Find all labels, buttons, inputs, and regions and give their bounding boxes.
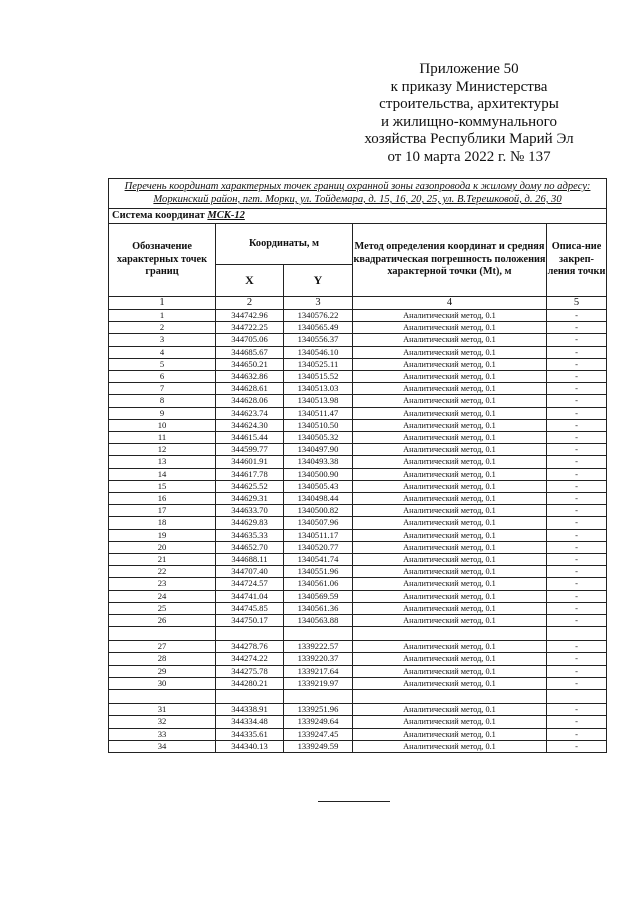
table-row — [109, 395, 607, 407]
cell-x: 344750.17 — [216, 615, 284, 627]
header-coordinates: Координаты, м — [216, 224, 353, 265]
cell-x: 344280.21 — [216, 677, 284, 689]
cell-x: 344629.31 — [216, 493, 284, 505]
cell-x: 344623.74 — [216, 407, 284, 419]
empty-cell — [353, 690, 547, 704]
cell-x: 344741.04 — [216, 590, 284, 602]
cell-x: 344275.78 — [216, 665, 284, 677]
empty-cell — [109, 627, 216, 641]
cell-description: - — [547, 346, 607, 358]
cell-point: 24 — [109, 590, 216, 602]
column-number: 3 — [284, 297, 353, 310]
cell-description: - — [547, 444, 607, 456]
cell-x: 344722.25 — [216, 322, 284, 334]
table-row — [109, 740, 607, 752]
table-row — [109, 383, 607, 395]
table-row — [109, 517, 607, 529]
empty-cell — [109, 690, 216, 704]
cell-y: 1340507.96 — [284, 517, 353, 529]
cell-y: 1340576.22 — [284, 310, 353, 322]
cell-method: Аналитический метод, 0.1 — [353, 641, 547, 653]
cell-method: Аналитический метод, 0.1 — [353, 615, 547, 627]
empty-cell — [547, 627, 607, 641]
cell-method: Аналитический метод, 0.1 — [353, 653, 547, 665]
cell-point: 21 — [109, 554, 216, 566]
cell-method: Аналитический метод, 0.1 — [353, 541, 547, 553]
cell-x: 344338.91 — [216, 704, 284, 716]
cell-point: 2 — [109, 322, 216, 334]
cell-y: 1340510.50 — [284, 419, 353, 431]
cell-point: 17 — [109, 505, 216, 517]
cell-description: - — [547, 665, 607, 677]
cell-x: 344601.91 — [216, 456, 284, 468]
cell-point: 18 — [109, 517, 216, 529]
group-separator — [109, 627, 607, 641]
cell-y: 1339220.37 — [284, 653, 353, 665]
cell-description: - — [547, 517, 607, 529]
cell-y: 1340525.11 — [284, 358, 353, 370]
table-row — [109, 407, 607, 419]
cell-description: - — [547, 468, 607, 480]
table-row — [109, 677, 607, 689]
cell-y: 1340500.82 — [284, 505, 353, 517]
table-row — [109, 334, 607, 346]
cell-description: - — [547, 578, 607, 590]
cell-point: 22 — [109, 566, 216, 578]
cell-y: 1340565.49 — [284, 322, 353, 334]
cell-method: Аналитический метод, 0.1 — [353, 419, 547, 431]
cell-x: 344742.96 — [216, 310, 284, 322]
header-line: к приказу Министерства — [390, 78, 548, 95]
cell-method: Аналитический метод, 0.1 — [353, 468, 547, 480]
cell-method: Аналитический метод, 0.1 — [353, 493, 547, 505]
footer-rule — [318, 801, 390, 802]
cell-description: - — [547, 677, 607, 689]
table-row — [109, 716, 607, 728]
cell-method: Аналитический метод, 0.1 — [353, 383, 547, 395]
cell-point: 9 — [109, 407, 216, 419]
cell-y: 1339222.57 — [284, 641, 353, 653]
cell-method: Аналитический метод, 0.1 — [353, 346, 547, 358]
table-row — [109, 529, 607, 541]
system-label: Система координат — [112, 210, 205, 222]
cell-point: 13 — [109, 456, 216, 468]
cell-y: 1340493.38 — [284, 456, 353, 468]
cell-description: - — [547, 383, 607, 395]
cell-x: 344629.83 — [216, 517, 284, 529]
column-number: 5 — [547, 297, 607, 310]
cell-y: 1340513.03 — [284, 383, 353, 395]
cell-x: 344633.70 — [216, 505, 284, 517]
cell-point: 5 — [109, 358, 216, 370]
cell-description: - — [547, 432, 607, 444]
table-row — [109, 554, 607, 566]
cell-method: Аналитический метод, 0.1 — [353, 677, 547, 689]
cell-point: 11 — [109, 432, 216, 444]
cell-x: 344335.61 — [216, 728, 284, 740]
cell-description: - — [547, 704, 607, 716]
cell-y: 1340563.88 — [284, 615, 353, 627]
header-y: Y — [284, 264, 353, 296]
cell-y: 1340561.06 — [284, 578, 353, 590]
cell-point: 6 — [109, 371, 216, 383]
cell-y: 1340497.90 — [284, 444, 353, 456]
table-row — [109, 419, 607, 431]
cell-point: 20 — [109, 541, 216, 553]
table-row — [109, 665, 607, 677]
cell-method: Аналитический метод, 0.1 — [353, 590, 547, 602]
cell-x: 344624.30 — [216, 419, 284, 431]
cell-description: - — [547, 728, 607, 740]
cell-point: 34 — [109, 740, 216, 752]
cell-x: 344688.11 — [216, 554, 284, 566]
table-row — [109, 456, 607, 468]
cell-method: Аналитический метод, 0.1 — [353, 602, 547, 614]
cell-method: Аналитический метод, 0.1 — [353, 322, 547, 334]
cell-point: 32 — [109, 716, 216, 728]
cell-point: 26 — [109, 615, 216, 627]
cell-method: Аналитический метод, 0.1 — [353, 578, 547, 590]
header-point: Обозначение характерных точек границ — [109, 224, 216, 297]
cell-method: Аналитический метод, 0.1 — [353, 566, 547, 578]
cell-description: - — [547, 407, 607, 419]
cell-description: - — [547, 541, 607, 553]
cell-point: 27 — [109, 641, 216, 653]
cell-description: - — [547, 602, 607, 614]
table-row — [109, 432, 607, 444]
cell-point: 8 — [109, 395, 216, 407]
cell-point: 7 — [109, 383, 216, 395]
cell-description: - — [547, 419, 607, 431]
cell-description: - — [547, 529, 607, 541]
cell-y: 1340551.96 — [284, 566, 353, 578]
cell-x: 344278.76 — [216, 641, 284, 653]
empty-cell — [547, 690, 607, 704]
cell-y: 1339249.59 — [284, 740, 353, 752]
cell-x: 344628.61 — [216, 383, 284, 395]
coordinates-table — [108, 178, 607, 753]
cell-point: 3 — [109, 334, 216, 346]
cell-y: 1339247.45 — [284, 728, 353, 740]
cell-x: 344705.06 — [216, 334, 284, 346]
column-number: 2 — [216, 297, 284, 310]
table-row — [109, 578, 607, 590]
cell-description: - — [547, 590, 607, 602]
cell-description: - — [547, 566, 607, 578]
cell-y: 1340569.59 — [284, 590, 353, 602]
cell-y: 1340505.43 — [284, 480, 353, 492]
cell-description: - — [547, 716, 607, 728]
table-row — [109, 322, 607, 334]
cell-x: 344628.06 — [216, 395, 284, 407]
table-row — [109, 358, 607, 370]
cell-point: 4 — [109, 346, 216, 358]
cell-point: 19 — [109, 529, 216, 541]
empty-cell — [216, 627, 284, 641]
cell-point: 23 — [109, 578, 216, 590]
cell-method: Аналитический метод, 0.1 — [353, 358, 547, 370]
cell-y: 1340546.10 — [284, 346, 353, 358]
cell-description: - — [547, 358, 607, 370]
cell-point: 14 — [109, 468, 216, 480]
cell-method: Аналитический метод, 0.1 — [353, 740, 547, 752]
cell-method: Аналитический метод, 0.1 — [353, 704, 547, 716]
cell-description: - — [547, 322, 607, 334]
table-row — [109, 310, 607, 322]
system-name: МСК-12 — [207, 210, 245, 222]
cell-point: 16 — [109, 493, 216, 505]
cell-method: Аналитический метод, 0.1 — [353, 407, 547, 419]
cell-x: 344652.70 — [216, 541, 284, 553]
cell-x: 344707.40 — [216, 566, 284, 578]
cell-method: Аналитический метод, 0.1 — [353, 334, 547, 346]
cell-point: 1 — [109, 310, 216, 322]
header-line: хозяйства Республики Марий Эл — [364, 131, 574, 147]
cell-description: - — [547, 371, 607, 383]
cell-method: Аналитический метод, 0.1 — [353, 728, 547, 740]
cell-description: - — [547, 615, 607, 627]
cell-y: 1339251.96 — [284, 704, 353, 716]
empty-cell — [284, 690, 353, 704]
cell-point: 28 — [109, 653, 216, 665]
cell-method: Аналитический метод, 0.1 — [353, 665, 547, 677]
cell-x: 344635.33 — [216, 529, 284, 541]
cell-x: 344685.67 — [216, 346, 284, 358]
table-row — [109, 704, 607, 716]
cell-y: 1339249.64 — [284, 716, 353, 728]
header-line: строительства, архитектуры — [379, 96, 559, 112]
cell-y: 1340520.77 — [284, 541, 353, 553]
cell-description: - — [547, 493, 607, 505]
cell-y: 1340513.98 — [284, 395, 353, 407]
table-row — [109, 480, 607, 492]
cell-y: 1340511.17 — [284, 529, 353, 541]
cell-y: 1340500.90 — [284, 468, 353, 480]
cell-x: 344724.57 — [216, 578, 284, 590]
cell-point: 31 — [109, 704, 216, 716]
cell-y: 1340498.44 — [284, 493, 353, 505]
cell-x: 344745.85 — [216, 602, 284, 614]
cell-description: - — [547, 740, 607, 752]
cell-point: 25 — [109, 602, 216, 614]
cell-method: Аналитический метод, 0.1 — [353, 716, 547, 728]
cell-method: Аналитический метод, 0.1 — [353, 554, 547, 566]
header-x: X — [216, 264, 284, 296]
cell-y: 1340505.32 — [284, 432, 353, 444]
table-row — [109, 346, 607, 358]
cell-y: 1340511.47 — [284, 407, 353, 419]
cell-y: 1340541.74 — [284, 554, 353, 566]
cell-description: - — [547, 505, 607, 517]
cell-y: 1340561.36 — [284, 602, 353, 614]
cell-method: Аналитический метод, 0.1 — [353, 395, 547, 407]
cell-method: Аналитический метод, 0.1 — [353, 444, 547, 456]
empty-cell — [353, 627, 547, 641]
cell-description: - — [547, 653, 607, 665]
table-row — [109, 468, 607, 480]
cell-method: Аналитический метод, 0.1 — [353, 505, 547, 517]
cell-method: Аналитический метод, 0.1 — [353, 456, 547, 468]
cell-y: 1339217.64 — [284, 665, 353, 677]
table-row — [109, 493, 607, 505]
column-number: 1 — [109, 297, 216, 310]
empty-cell — [284, 627, 353, 641]
cell-description: - — [547, 334, 607, 346]
cell-description: - — [547, 395, 607, 407]
cell-description: - — [547, 480, 607, 492]
cell-description: - — [547, 554, 607, 566]
table-title: Перечень координат характерных точек границ охранной зоны газопровода к жилому дому по адресу: Моркинский район, пгт. Морки, ул. Тойдемара, д. 15, 16, 20, 25, ул. В.Терешковой, д. 26, 30 — [109, 179, 607, 209]
cell-description: - — [547, 310, 607, 322]
cell-method: Аналитический метод, 0.1 — [353, 480, 547, 492]
header-description: Описа-ние закреп-ления точки — [547, 224, 607, 297]
group-separator — [109, 690, 607, 704]
cell-x: 344615.44 — [216, 432, 284, 444]
column-number: 4 — [353, 297, 547, 310]
cell-point: 29 — [109, 665, 216, 677]
cell-method: Аналитический метод, 0.1 — [353, 310, 547, 322]
table-row — [109, 444, 607, 456]
cell-x: 344599.77 — [216, 444, 284, 456]
cell-point: 15 — [109, 480, 216, 492]
cell-method: Аналитический метод, 0.1 — [353, 371, 547, 383]
cell-point: 30 — [109, 677, 216, 689]
cell-method: Аналитический метод, 0.1 — [353, 432, 547, 444]
cell-point: 12 — [109, 444, 216, 456]
table-row — [109, 566, 607, 578]
header-line: от 10 марта 2022 г. № 137 — [387, 148, 551, 165]
cell-point: 33 — [109, 728, 216, 740]
cell-x: 344632.86 — [216, 371, 284, 383]
header-line: и жилищно-коммунального — [381, 113, 557, 130]
table-row — [109, 541, 607, 553]
cell-point: 10 — [109, 419, 216, 431]
table-row — [109, 602, 607, 614]
header-line: Приложение 50 — [419, 61, 519, 77]
cell-description: - — [547, 641, 607, 653]
header-method: Метод определения координат и средняя квадратическая погрешность положения характерной точки (Mt), м — [353, 224, 547, 297]
cell-y: 1339219.97 — [284, 677, 353, 689]
cell-y: 1340556.37 — [284, 334, 353, 346]
cell-x: 344274.22 — [216, 653, 284, 665]
cell-y: 1340515.52 — [284, 371, 353, 383]
appendix-header — [354, 61, 584, 166]
cell-x: 344625.52 — [216, 480, 284, 492]
table-row — [109, 590, 607, 602]
table-row — [109, 653, 607, 665]
table-row — [109, 371, 607, 383]
table-row — [109, 641, 607, 653]
cell-x: 344340.13 — [216, 740, 284, 752]
table-row — [109, 505, 607, 517]
cell-description: - — [547, 456, 607, 468]
cell-x: 344334.48 — [216, 716, 284, 728]
table-row — [109, 615, 607, 627]
table-row — [109, 728, 607, 740]
cell-method: Аналитический метод, 0.1 — [353, 529, 547, 541]
cell-x: 344650.21 — [216, 358, 284, 370]
coordinate-system — [109, 209, 607, 224]
empty-cell — [216, 690, 284, 704]
cell-x: 344617.78 — [216, 468, 284, 480]
cell-method: Аналитический метод, 0.1 — [353, 517, 547, 529]
